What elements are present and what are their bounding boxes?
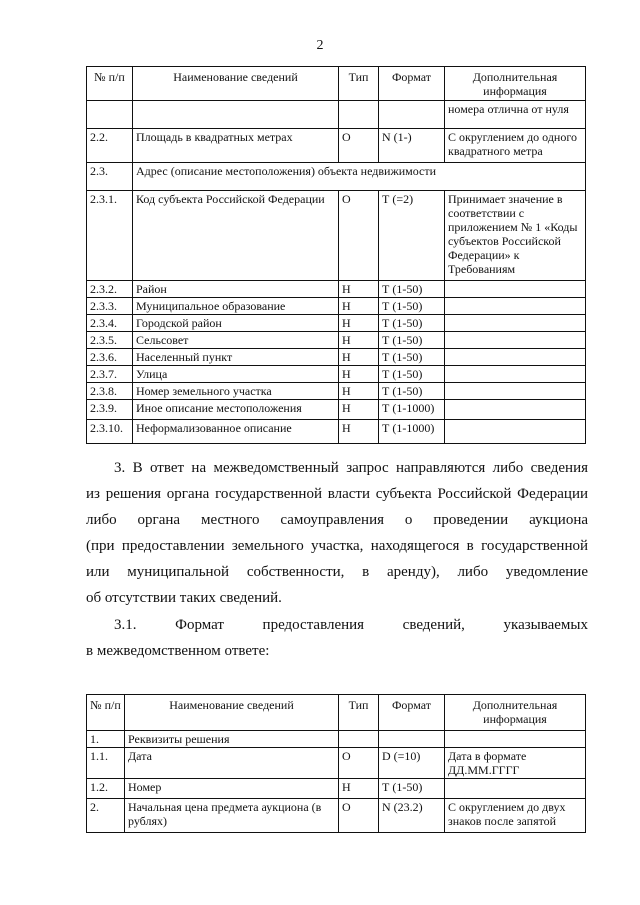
table-row (87, 281, 586, 298)
paragraph-3 (86, 455, 588, 611)
paragraph-line: или муниципальной собственности, в аренду), либо уведомление (86, 564, 588, 580)
cell-number: 2.3.7. (87, 366, 133, 383)
cell-type: Н (339, 383, 379, 400)
data-table-2 (86, 694, 586, 833)
header-format: Формат (379, 67, 445, 101)
cell-info: С округлением до одного квадратного метра (445, 129, 586, 163)
cell-name: Населенный пункт (133, 349, 339, 366)
cell-format: Т (1-50) (379, 315, 445, 332)
cell-format: Т (1-50) (379, 281, 445, 298)
cell-type: Н (339, 420, 379, 444)
cell-type: Н (339, 315, 379, 332)
cell-format: Т (1-50) (379, 383, 445, 400)
cell-format: N (1-) (379, 129, 445, 163)
cell-format: Т (1-50) (379, 298, 445, 315)
cell-type: Н (339, 366, 379, 383)
header-info: Дополнительная информация (445, 695, 586, 731)
cell-format: Т (1-50) (379, 332, 445, 349)
header-number: № п/п (87, 695, 125, 731)
cell-type: О (339, 748, 379, 779)
cell-name: Код субъекта Российской Федерации (133, 191, 339, 281)
cell-name: Дата (125, 748, 339, 779)
cell-number: 2.3.5. (87, 332, 133, 349)
cell-format: Т (1-50) (379, 779, 445, 799)
cell-name: Адрес (описание местоположения) объекта недвижимости (133, 163, 586, 191)
cell-info (445, 779, 586, 799)
table-row (87, 191, 586, 281)
header-name: Наименование сведений (125, 695, 339, 731)
cell-name: Начальная цена предмета аукциона (в рублях) (125, 799, 339, 833)
data-table-1 (86, 66, 586, 444)
cell-info: Принимает значение в соответствии с приложением № 1 «Коды субъектов Российской Федерации» к Требованиям (445, 191, 586, 281)
cell-number: 2.3.4. (87, 315, 133, 332)
table-row (87, 101, 586, 129)
table-row (87, 163, 586, 191)
cell-format: N (23.2) (379, 799, 445, 833)
table-row (87, 332, 586, 349)
cell-number: 2.3.1. (87, 191, 133, 281)
cell-name: Площадь в квадратных метрах (133, 129, 339, 163)
cell-format: Т (1-50) (379, 349, 445, 366)
table-row (87, 420, 586, 444)
cell-name: Муниципальное образование (133, 298, 339, 315)
cell-type: Н (339, 281, 379, 298)
header-name: Наименование сведений (133, 67, 339, 101)
paragraph-3-1 (86, 612, 588, 664)
paragraph-line: (при предоставлении земельного участка, находящегося в государственной (86, 538, 588, 554)
cell-type: Н (339, 349, 379, 366)
cell-number: 2.3. (87, 163, 133, 191)
cell-name: Улица (133, 366, 339, 383)
cell-type: О (339, 799, 379, 833)
cell-name: Реквизиты решения (125, 731, 339, 748)
table-row (87, 400, 586, 420)
cell-number: 2.3.9. (87, 400, 133, 420)
cell-number: 2.3.8. (87, 383, 133, 400)
cell-number: 1.1. (87, 748, 125, 779)
cell-name: Иное описание местоположения (133, 400, 339, 420)
cell-name: Номер земельного участка (133, 383, 339, 400)
cell-type: О (339, 129, 379, 163)
cell-type: Н (339, 332, 379, 349)
table-row (87, 799, 586, 833)
paragraph-line: либо органа местного самоуправления о проведении аукциона (86, 512, 588, 528)
cell-info: Дата в формате ДД.ММ.ГГГГ (445, 748, 586, 779)
cell-number: 1. (87, 731, 125, 748)
paragraph-line: из решения органа государственной власти субъекта Российской Федерации (86, 486, 588, 502)
cell-name: Район (133, 281, 339, 298)
paragraph-line: 3.1. Формат предоставления сведений, указываемых (114, 617, 588, 633)
table-row (87, 748, 586, 779)
cell-type: Н (339, 298, 379, 315)
cell-name: Номер (125, 779, 339, 799)
table-row (87, 731, 586, 748)
header-info: Дополнительная информация (445, 67, 586, 101)
cell-format: Т (=2) (379, 191, 445, 281)
page-number: 2 (316, 38, 324, 53)
cell-number: 1.2. (87, 779, 125, 799)
cell-name: Сельсовет (133, 332, 339, 349)
cell-format: Т (1-1000) (379, 420, 445, 444)
paragraph-line: в межведомственном ответе: (86, 643, 270, 659)
table-row (87, 129, 586, 163)
cell-number: 2.3.3. (87, 298, 133, 315)
paragraph-line: 3. В ответ на межведомственный запрос направляются либо сведения (114, 460, 588, 476)
cell-info: номера отлична от нуля (445, 101, 586, 129)
cell-type: Н (339, 400, 379, 420)
cell-number: 2.3.10. (87, 420, 133, 444)
table-row (87, 366, 586, 383)
table-row (87, 298, 586, 315)
table-row (87, 349, 586, 366)
cell-number: 2.3.6. (87, 349, 133, 366)
paragraph-line: об отсутствии таких сведений. (86, 590, 282, 606)
table-row (87, 383, 586, 400)
header-format: Формат (379, 695, 445, 731)
cell-number: 2. (87, 799, 125, 833)
cell-number: 2.2. (87, 129, 133, 163)
header-type: Тип (339, 67, 379, 101)
cell-format: Т (1-1000) (379, 400, 445, 420)
cell-type: О (339, 191, 379, 281)
cell-number: 2.3.2. (87, 281, 133, 298)
cell-type: Н (339, 779, 379, 799)
cell-name: Городской район (133, 315, 339, 332)
cell-format: D (=10) (379, 748, 445, 779)
table-row (87, 315, 586, 332)
header-number: № п/п (87, 67, 133, 101)
cell-info: С округлением до двух знаков после запятой (445, 799, 586, 833)
table-row (87, 779, 586, 799)
cell-format: Т (1-50) (379, 366, 445, 383)
header-type: Тип (339, 695, 379, 731)
cell-name: Неформализованное описание (133, 420, 339, 444)
